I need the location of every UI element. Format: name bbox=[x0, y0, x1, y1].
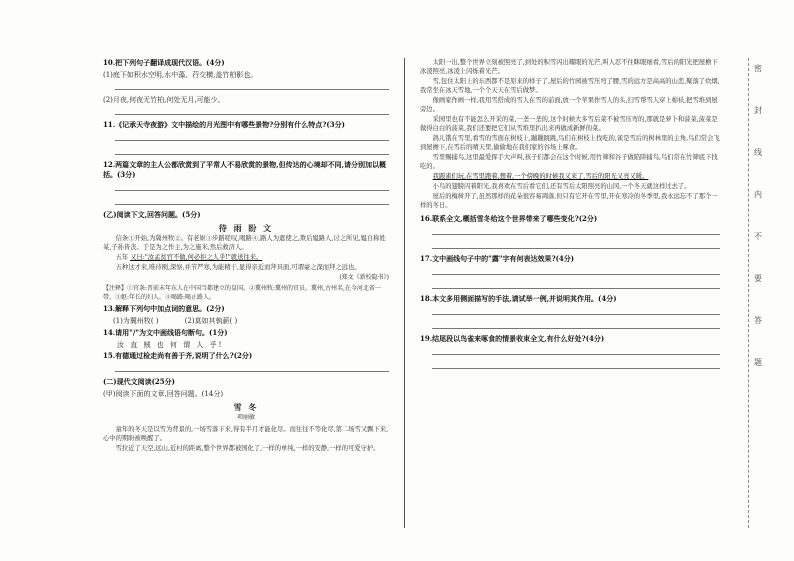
answer-line[interactable] bbox=[115, 146, 389, 155]
passage-source: (郑文《新校隐书》) bbox=[339, 274, 389, 281]
answer-line[interactable] bbox=[115, 182, 389, 191]
seal-text bbox=[752, 60, 764, 396]
seal-char: 题 bbox=[754, 358, 762, 367]
passage-text: 信条①开始,为冀州牧②。有老妪③步路嗟叹,喝路④,路人为遮使之,欺后媪路人,讨之所见,媪自称姓某,子孙皆丧。于是为之作主,为之施米,然后救济人。 bbox=[103, 235, 386, 251]
underlined-sentence: 又曰:"汝孟贫官不做,何必拒之人乎!"就送往来。 bbox=[130, 254, 263, 261]
essay-author: 项丽敏 bbox=[236, 414, 255, 421]
essay-paragraph: 童年的冬天是以雪为背景的,一场雪落下来,得有半月才能化尽。而往往不等化尽,第二场雪又飘下来,心中的期盼被唤醒了。 bbox=[103, 426, 389, 442]
left-column bbox=[103, 58, 389, 528]
seal-char: 答 bbox=[754, 316, 762, 325]
seal-char: 封 bbox=[754, 106, 762, 115]
question-13: 13.解释下列句中加点词的意思。(2分) bbox=[103, 304, 225, 313]
question-15: 15.有德通过检走尚有善于齐,说明了什么?(2分) bbox=[103, 351, 253, 360]
seal-char: 不 bbox=[754, 232, 762, 241]
section-b-heading: (乙)阅读下文,回答问题。(5分) bbox=[103, 210, 201, 219]
passage-text: 五种这才来,唯待刚,深察,并节严寒,为能精干,显得亲近而拜具面,可谓豪之深而拜之远也。 bbox=[115, 264, 361, 271]
answer-line[interactable] bbox=[432, 240, 720, 249]
answer-line[interactable] bbox=[432, 226, 720, 235]
passage-text bbox=[103, 253, 389, 262]
essay-paragraph: 鸽儿饿在雪里,看雪的雪面在树枝上,蹦蹦跳跳,鸟们在树枝上找吃的,雀是雪后的树林里的主角,鸟们常会飞到屋檐下,在雪后的晴天里,偷偷地在我们家的谷场上啄食。 bbox=[420, 135, 720, 151]
essay-title: 雪 冬 bbox=[233, 402, 259, 412]
question-18: 18.本文多用侧面描写的手法,请试举一例,并说明其作用。(4分) bbox=[420, 294, 617, 303]
essay-paragraph: 屋后的梅树开了,虽然那样的花朵很容易凋落,但只有它开在雪里,开在寒冷的冬季里,我永远忘不了那个一样的冬日。 bbox=[420, 193, 718, 209]
essay-paragraph: 采园里也有不能怎么开采的菜,一垄一垄的,这个时候大多雪后菜不被雪压弯的,那就是萝卜和菠菜,菠菜是做得白白的菠菜,我们还要把它们从雪堆里扒出来再做成新鲜的菜。 bbox=[420, 116, 718, 132]
seal-char: 密 bbox=[754, 64, 762, 73]
annotation: 【注释】①官条:晋前末年东人在中国当都建立的皇国。②冀州牧:冀州的官员。冀州,古州名,在今河北省一带。③妪:年长的妇人。④喝路:喝止路人。 bbox=[103, 285, 381, 301]
question-13-item-2: (2)莫如其執薪( ) bbox=[184, 317, 238, 325]
essay-paragraph: 太阳一出,整个世界立刻被照亮了,到处的积雪闪出耀眼的光芒,叫人忍不住眯眼细看,雪后的阳光把屋檐下冰凌照亮,冰凌上闪烁着光芒。 bbox=[420, 59, 718, 75]
passage-title: 待 雨 盼 文 bbox=[218, 223, 274, 233]
seal-char: 要 bbox=[754, 274, 762, 283]
question-19: 19.结尾段以鸟雀来啄食的情景收束全文,有什么好处?(4分) bbox=[420, 334, 605, 343]
essay-paragraph: 像画家作画一样,我用雪搭成的雪人在雪的前面,放一个苹果作雪人的头,扫雪帮雪人穿上棉袄,把雪堆到屋旁边。 bbox=[420, 97, 718, 113]
underlined-sentence: 我跟雀们玩,在雪里跑着,想着,一个傍晚的时候我又来了,雪后的阳光又亮又暖。 bbox=[432, 173, 649, 180]
section-2a-heading: (甲)阅读下面的文章,回答问题。(14分) bbox=[103, 390, 224, 398]
answer-line[interactable] bbox=[432, 320, 720, 329]
answer-line[interactable] bbox=[115, 132, 389, 141]
essay-paragraph: 雪拉近了天空,远山,近村的距离,整个世界都被国化了,一样的单纯,一样的安静,一样的可爱守护。 bbox=[115, 445, 380, 452]
answer-line[interactable] bbox=[115, 363, 389, 372]
column-divider bbox=[404, 58, 405, 528]
question-13-item-1: (1)为冀州牧( ) bbox=[113, 317, 159, 325]
essay-paragraph: 雪,包住太阳上的东西都不是原来的样子了,屋后的竹园被雪压弯了腰,雪的远方是高高的山峦,聚落了炊烟,我常坐在冰天雪地,一个个天天在雪后做梦。 bbox=[420, 78, 720, 94]
question-10: 10.把下列句子翻译成现代汉语。(4分) bbox=[103, 58, 225, 67]
question-17: 17.文中画线句子中的"露"字有何表达效果?(4分) bbox=[420, 254, 575, 263]
answer-line[interactable] bbox=[115, 196, 389, 205]
question-11: 11.《记承天寺夜游》文中描绘的月光图中有哪些景物?分别有什么特点?(3分) bbox=[103, 120, 345, 129]
answer-line[interactable] bbox=[432, 266, 720, 275]
right-column bbox=[420, 58, 720, 528]
passage-text-fragment: 五年 bbox=[115, 254, 129, 261]
essay-paragraph: 雪里赐捕鸟,这里最爱挥手大声叫,孩子们都会在这个时候,用竹筛和谷子做陷阱捕鸟,鸟们常在竹筛底下找吃的。 bbox=[420, 154, 718, 170]
seal-char: 内 bbox=[754, 190, 762, 199]
section-2-heading: (二)现代文阅读(25分) bbox=[103, 377, 175, 386]
answer-line[interactable] bbox=[115, 81, 389, 90]
essay-paragraph: 小鸟的翅膀闪着阳光,我喜欢在雪后看它们,还有雪后太阳照亮的山冈,一个冬天就这样过去了。 bbox=[432, 183, 691, 190]
question-10-item-1: (1)庭下如积水空明,水中藻、荇交横,盖竹柏影也。 bbox=[103, 71, 258, 79]
answer-line[interactable] bbox=[115, 106, 389, 115]
answer-line[interactable] bbox=[432, 346, 720, 355]
essay-paragraph bbox=[420, 172, 720, 181]
question-14: 14.请用"/"为文中画线语句断句。(1分) bbox=[103, 328, 228, 337]
seal-char: 线 bbox=[754, 148, 762, 157]
question-16: 16.联系全文,概括雪冬给这个世界带来了哪些变化?(2分) bbox=[420, 214, 598, 223]
answer-line[interactable] bbox=[432, 280, 720, 289]
seal-line bbox=[748, 58, 750, 528]
answer-line[interactable] bbox=[432, 360, 720, 369]
question-14-sentence: 汝 直 贼 也 何 谓 人 乎! bbox=[117, 341, 224, 349]
answer-line[interactable] bbox=[432, 306, 720, 315]
question-12: 12.两篇文章的主人公都欣赏到了平常人不易欣赏的景物,但传达的心境却不同,请分别加以概括。(3分) bbox=[103, 160, 387, 179]
question-10-item-2: (2)月夜,何夜无竹柏,何处无月,可能少。 bbox=[103, 96, 225, 104]
question-13-items bbox=[113, 316, 389, 326]
